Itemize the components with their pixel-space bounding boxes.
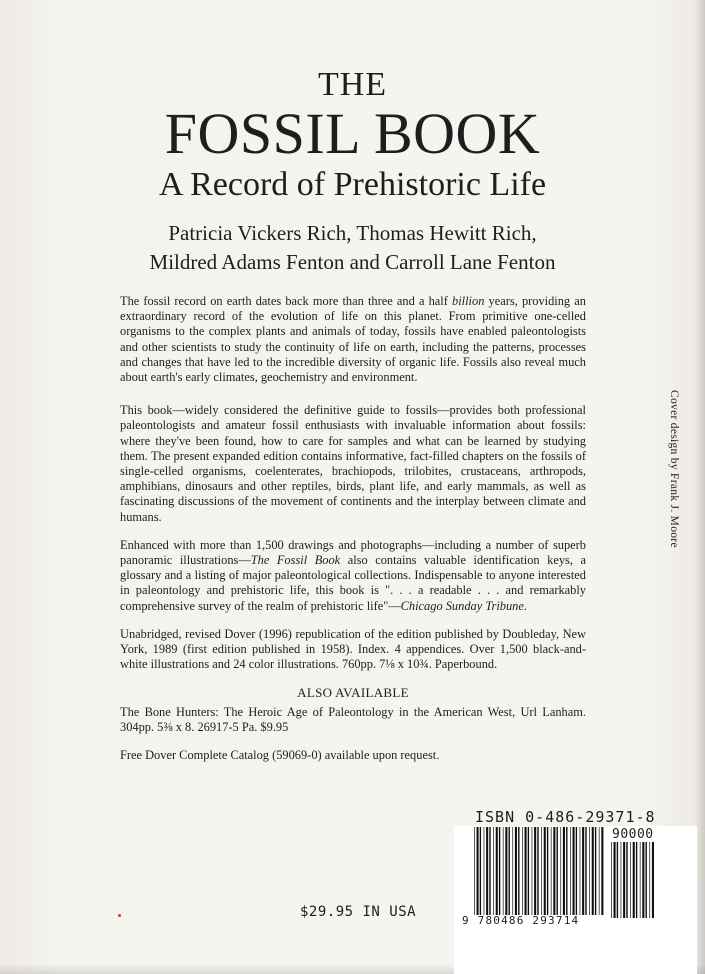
- catalog-note: Free Dover Complete Catalog (59069-0) available upon request.: [120, 748, 440, 763]
- barcode-bar: [640, 842, 641, 918]
- barcode-bar: [595, 827, 596, 915]
- paragraph-intro: [120, 294, 586, 385]
- barcode-bar: [503, 827, 504, 915]
- ean-digits: 9 780486 293714: [462, 914, 580, 927]
- barcode-bar: [566, 827, 567, 915]
- barcode-bar: [534, 827, 536, 915]
- title-the: THE: [317, 66, 388, 103]
- barcode-bar: [621, 842, 622, 918]
- barcode-bar: [636, 842, 637, 918]
- barcode-bar: [633, 842, 635, 918]
- barcode-bar: [551, 827, 552, 915]
- barcode-bar: [611, 842, 612, 918]
- barcode-bar: [614, 842, 616, 918]
- paragraph-intro-text-b: years, providing an extraordinary record of the evolution of life on this planet. From primitive one-celled organisms to the complex plants and animals of today, fossils have enabled paleontologists and other scientists to study the continuity of life on earth, including the patterns, processes and changes that have led to the incredible diversity of organic life. Fossils also reveal much about earth's early climates, geochemistry and environment.: [120, 294, 586, 385]
- barcode-bar: [515, 827, 517, 915]
- paragraph-intro-text-a: The fossil record on earth dates back more than three and a half: [120, 294, 453, 308]
- barcode-bar: [576, 827, 577, 915]
- paragraph-illustrations-source: Chicago Sunday Tribune: [400, 598, 524, 613]
- barcode-bar: [626, 842, 627, 918]
- barcode-bar: [580, 827, 581, 915]
- barcode-bar: [532, 827, 533, 915]
- barcode-bar: [541, 827, 542, 915]
- barcode-bar: [499, 827, 500, 915]
- barcode-bar: [601, 827, 603, 915]
- barcode-bar: [589, 827, 590, 915]
- barcode-bar: [509, 827, 510, 915]
- barcode-bar: [573, 827, 575, 915]
- also-available-item: The Bone Hunters: The Heroic Age of Paleontology in the American West, Url Lanham. 304pp. 5⅜ x 8. 26917-5 Pa. $9.95: [120, 704, 586, 734]
- barcode-bar: [652, 842, 654, 918]
- barcode-bar: [563, 827, 565, 915]
- barcode-bar: [512, 827, 513, 915]
- supplement-barcode: [611, 842, 655, 918]
- barcode-bar: [553, 827, 555, 915]
- paragraph-illustrations-text-b: also contains valuable identification keys, a glossary and a listing of major paleontological collections. Indispensable to anyone interested in paleontology and prehistoric life, this book is ". . . a readable . . . and remarkably comprehensive survey of the realm of prehistoric life"—: [120, 553, 586, 613]
- barcode-bar: [646, 842, 647, 918]
- paragraph-edition-details: Unabridged, revised Dover (1996) republication of the edition published by Doubleday, New York, 1989 (first edition published in 1958). Index. 4 appendices. Over 1,500 black-and-white illustrations and 24 color illustrations. 760pp. 7⅛ x 10¾. Paperbound.: [120, 626, 586, 672]
- barcode-bar: [489, 827, 490, 915]
- price-label: $29.95 IN USA: [300, 904, 417, 920]
- barcode-bar: [570, 827, 571, 915]
- isbn-label: ISBN 0-486-29371-8: [475, 808, 656, 826]
- also-available-heading: ALSO AVAILABLE: [297, 685, 409, 701]
- price-supplement-code: 90000: [612, 827, 654, 842]
- cover-design-credit: Cover design by Frank J. Moore: [668, 390, 680, 548]
- paragraph-illustrations-text-a: Enhanced with more than 1,500 drawings and photographs—including a number of superb panoramic illustrations—: [120, 537, 586, 568]
- paragraph-illustrations: [120, 538, 586, 614]
- ean-barcode: [474, 827, 604, 915]
- barcode-bar: [642, 842, 644, 918]
- barcode-bar: [518, 827, 519, 915]
- barcode-bar: [537, 827, 538, 915]
- red-speck: [118, 914, 121, 917]
- barcode-bar: [582, 827, 584, 915]
- paragraph-illustrations-end: .: [523, 598, 527, 613]
- barcode-bar: [585, 827, 586, 915]
- book-title: FOSSIL BOOK: [164, 101, 541, 166]
- barcode-bar: [547, 827, 548, 915]
- barcode-bar: [525, 827, 527, 915]
- barcode-bar: [557, 827, 558, 915]
- barcode-bar: [522, 827, 523, 915]
- barcode-bar: [649, 842, 650, 918]
- barcode-bar: [544, 827, 546, 915]
- paragraph-description: This book—widely considered the definitive guide to fossils—provides both professional paleontologists and amateur fossil enthusiasts with invaluable information about fossils: where they've been found, how to care for samples and what can be learned by studying them. The present expanded edition contains informative, fact-filled chapters on the fossils of single-celled organisms, coelenterates, brachiopods, trilobites, crustaceans, arthropods, amphibians, dinosaurs and other reptiles, birds, plant life, and early mammals, as well as fascinating discussions of the movement of continents and the interplay between climate and humans.: [120, 403, 586, 524]
- barcode-bar: [617, 842, 618, 918]
- author-list: [0, 219, 705, 277]
- author-line-1: Patricia Vickers Rich, Thomas Hewitt Rich,: [168, 221, 537, 245]
- barcode-bar: [505, 827, 507, 915]
- barcode-bar: [630, 842, 631, 918]
- barcode-bar: [480, 827, 481, 915]
- paragraph-intro-emphasis: billion: [452, 294, 485, 308]
- barcode-bar: [493, 827, 494, 915]
- barcode-bar: [599, 827, 600, 915]
- blurb-text: [120, 294, 586, 776]
- paragraph-illustrations-book-title: The Fossil Book: [250, 553, 341, 568]
- barcode-bar: [528, 827, 529, 915]
- book-subtitle: A Record of Prehistoric Life: [158, 166, 547, 203]
- barcode-bar: [484, 827, 485, 915]
- barcode-bar: [486, 827, 488, 915]
- barcode-bar: [623, 842, 625, 918]
- barcode-bar: [474, 827, 475, 915]
- barcode-bar: [496, 827, 498, 915]
- barcode-bar: [592, 827, 594, 915]
- barcode-bar: [560, 827, 561, 915]
- barcode-bar: [477, 827, 479, 915]
- author-line-2: Mildred Adams Fenton and Carroll Lane Fenton: [149, 250, 556, 274]
